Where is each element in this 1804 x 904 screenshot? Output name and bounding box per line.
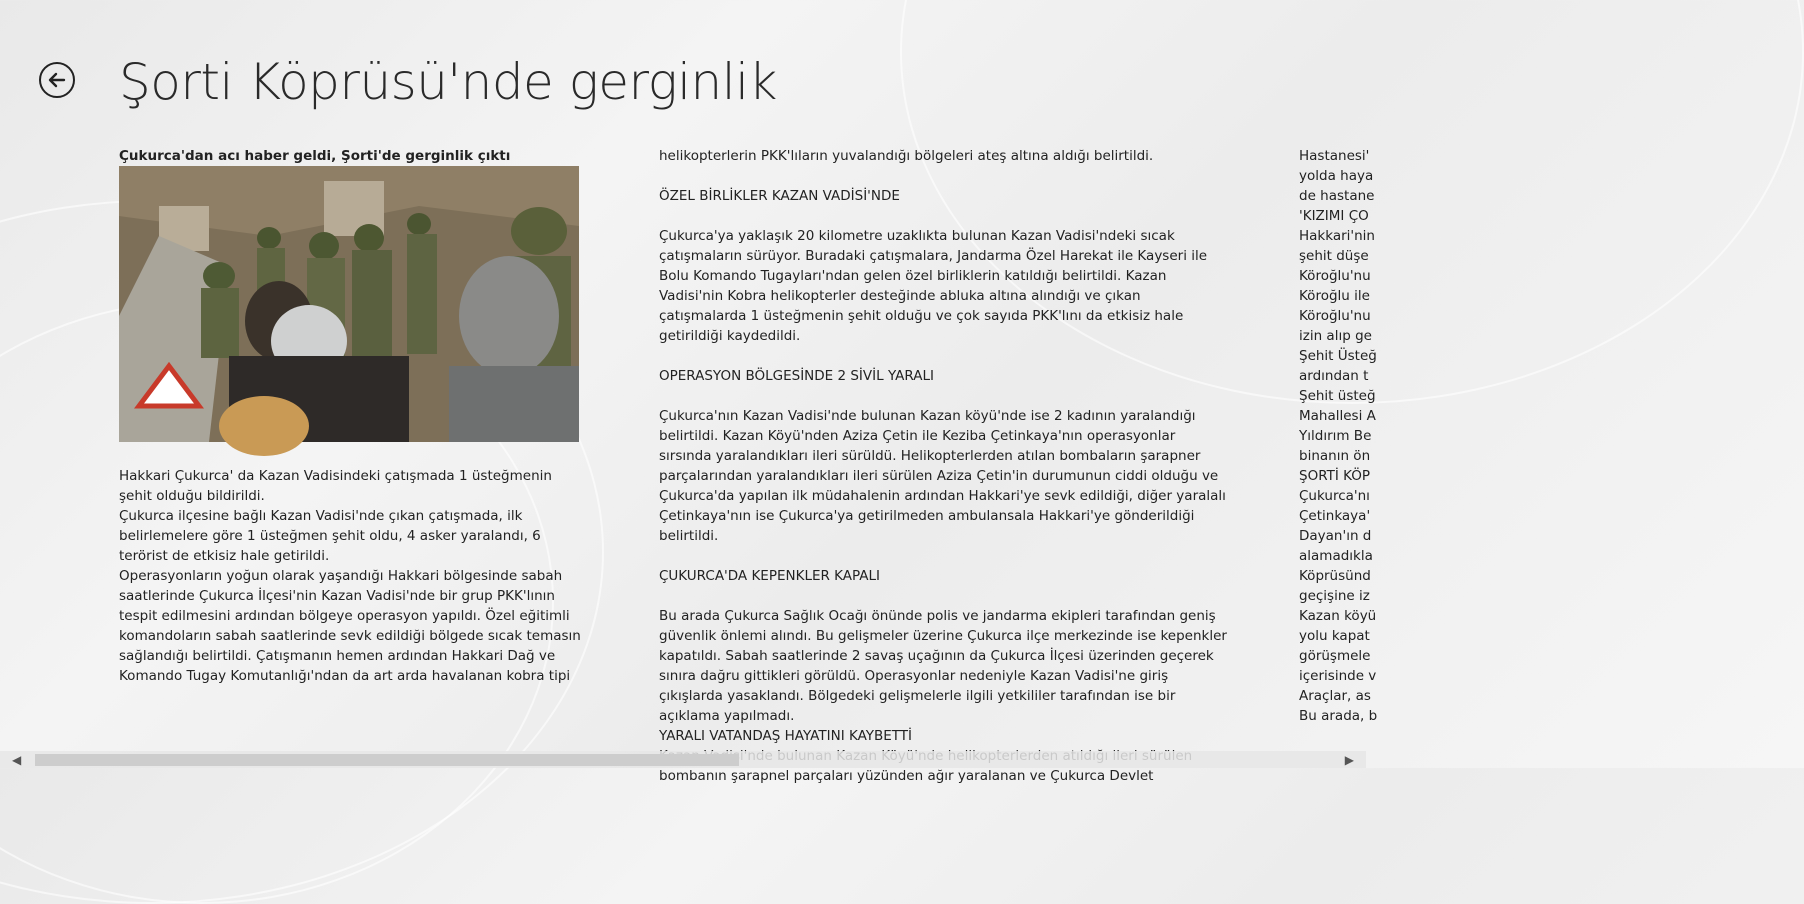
article-column-1 xyxy=(119,146,589,686)
article-line: izin alıp ge xyxy=(1299,328,1372,344)
article-column-2 xyxy=(659,146,1229,786)
article-line: ardından t xyxy=(1299,368,1369,384)
article-line: Şehit Üsteğ xyxy=(1299,348,1377,364)
article-section-heading: ÖZEL BİRLİKLER KAZAN VADİSİ'NDE xyxy=(659,188,900,204)
article-paragraph: Çukurca ilçesine bağlı Kazan Vadisi'nde çıkan çatışmada, ilk belirlemelere göre 1 üsteğmen şehit oldu, 4 asker yaralandı, 6 terörist de etkisiz hale getirildi. xyxy=(119,508,541,564)
article-line: Çetinkaya' xyxy=(1299,508,1371,524)
article-line: Şehit üsteğ xyxy=(1299,388,1376,404)
article-line: Çukurca'nı xyxy=(1299,488,1370,504)
scroll-left-icon[interactable]: ◀ xyxy=(12,753,22,767)
article-column-3 xyxy=(1299,146,1439,726)
article-section-heading: YARALI VATANDAŞ HAYATINI KAYBETTİ xyxy=(659,728,913,744)
article-line: görüşmele xyxy=(1299,648,1371,664)
article-line: geçişine iz xyxy=(1299,588,1370,604)
article-line: yolda haya xyxy=(1299,168,1374,184)
article-photo xyxy=(119,166,579,442)
article-line: Yıldırım Be xyxy=(1299,428,1372,444)
article-line: de hastane xyxy=(1299,188,1375,204)
article-line: 'KIZIMI ÇO xyxy=(1299,208,1369,224)
article-paragraph: Hakkari Çukurca' da Kazan Vadisindeki çatışmada 1 üsteğmenin şehit olduğu bildirildi. xyxy=(119,468,552,504)
back-arrow-icon xyxy=(47,70,67,90)
article-line: Köroğlu'nu xyxy=(1299,268,1371,284)
article-line: Köroğlu ile xyxy=(1299,288,1370,304)
scrollbar-thumb[interactable] xyxy=(35,754,739,766)
article-line: Köprüsünd xyxy=(1299,568,1371,584)
article-line: Araçlar, as xyxy=(1299,688,1371,704)
soldiers-photo-illustration xyxy=(119,166,579,442)
article-line: binanın ön xyxy=(1299,448,1371,464)
article-paragraph: helikopterlerin PKK'lıların yuvalandığı bölgeleri ateş altına aldığı belirtildi. xyxy=(659,148,1154,164)
article-paragraph: Bu arada Çukurca Sağlık Ocağı önünde polis ve jandarma ekipleri tarafından geniş güvenlik önlemi alındı. Bu gelişmeler üzerine Çukurca ilçe merkezinde ise kepenkler kapatıldı. Sabah saatlerinde 2 savaş uçağının da Çukurca İlçesi üzerinden geçerek sınıra dağru gittikleri görüldü. Operasyonlar nedeniyle Kazan Vadisi'ne giriş çıkışlarda yasaklandı. Bölgedeki gelişmelerle ilgili yetkililer tarafından ise bir açıklama yapılmadı. xyxy=(659,608,1227,724)
article-paragraph: Çukurca'ya yaklaşık 20 kilometre uzaklıkta bulunan Kazan Vadisi'ndeki sıcak çatışmaların sürüyor. Buradaki çatışmalara, Jandarma Özel Harekat ile Kayseri ile Bolu Komando Tugayları'ndan gelen özel birliklerin katıldığı belirtildi. Kazan Vadisi'nin Kobra helikopterler desteğinde abluka altına alındığı ve çıkan çatışmalarda 1 üsteğmenin şehit olduğu ve çok sayıda PKK'lını da etkisiz hale getirildiği kaydedildi. xyxy=(659,228,1208,344)
article-line: şehit düşe xyxy=(1299,248,1369,264)
article-line: Mahallesi A xyxy=(1299,408,1376,424)
horizontal-scrollbar[interactable] xyxy=(0,751,1366,768)
article-line: Hastanesi' xyxy=(1299,148,1370,164)
article-line: ŞORTİ KÖP xyxy=(1299,468,1370,484)
article-paragraph: Operasyonların yoğun olarak yaşandığı Hakkari bölgesinde sabah saatlerinde Çukurca İlçesi'nin Kazan Vadisi'nde bir grup PKK'lının tespit edilmesini ardından bölgeye operasyon yapıldı. Özel eğitimli komandoların sabah saatlerinde sevk edildiği bölgede sıcak temasın sağlandığı belirtildi. Çatışmanın hemen ardından Hakkari Dağ ve Komando Tugay Komutanlığı'ndan da art arda havalanan kobra tipi xyxy=(119,568,581,684)
article-line: Hakkari'nin xyxy=(1299,228,1375,244)
article-paragraph: Çukurca'nın Kazan Vadisi'nde bulunan Kazan köyü'nde ise 2 kadının yaralandığı belirtildi. Kazan Köyü'nden Aziza Çetin ile Keziba Çetinkaya'nın operasyonlar sırsında yaralandıkları ileri sürüldü. Helikopterlerden atılan bombaların şarapner parçalarından yaralandıkları ileri sürülen Aziza Çetin'in durumunun ciddi olduğu ve Çukurca'da yapılan ilk müdahalenin ardından Hakkari'ye sevk edildiği, diğer yaralalı Çetinkaya'nın ise Çukurca'ya getirilmeden ambulansala Hakkari'ye gönderildiği belirtildi. xyxy=(659,408,1226,544)
article-section-heading: OPERASYON BÖLGESİNDE 2 SİVİL YARALI xyxy=(659,368,934,384)
article-title: Şorti Köprüsü'nde gerginlik xyxy=(119,53,777,111)
article-line: Köroğlu'nu xyxy=(1299,308,1371,324)
scroll-right-icon[interactable]: ▶ xyxy=(1344,753,1354,767)
back-button[interactable] xyxy=(39,62,75,98)
article-line: yolu kapat xyxy=(1299,628,1370,644)
article-line: içerisinde v xyxy=(1299,668,1377,684)
article-line: Bu arada, b xyxy=(1299,708,1378,724)
article-line: Kazan köyü xyxy=(1299,608,1377,624)
article-paragraph: bombanın şarapnel parçaları yüzünden ağır yaralanan ve Çukurca Devlet xyxy=(659,768,1154,784)
article-subhead: Çukurca'dan acı haber geldi, Şorti'de gerginlik çıktı xyxy=(119,148,511,164)
article-section-heading: ÇUKURCA'DA KEPENKLER KAPALI xyxy=(659,568,881,584)
article-line: alamadıkla xyxy=(1299,548,1373,564)
article-line: Dayan'ın d xyxy=(1299,528,1372,544)
